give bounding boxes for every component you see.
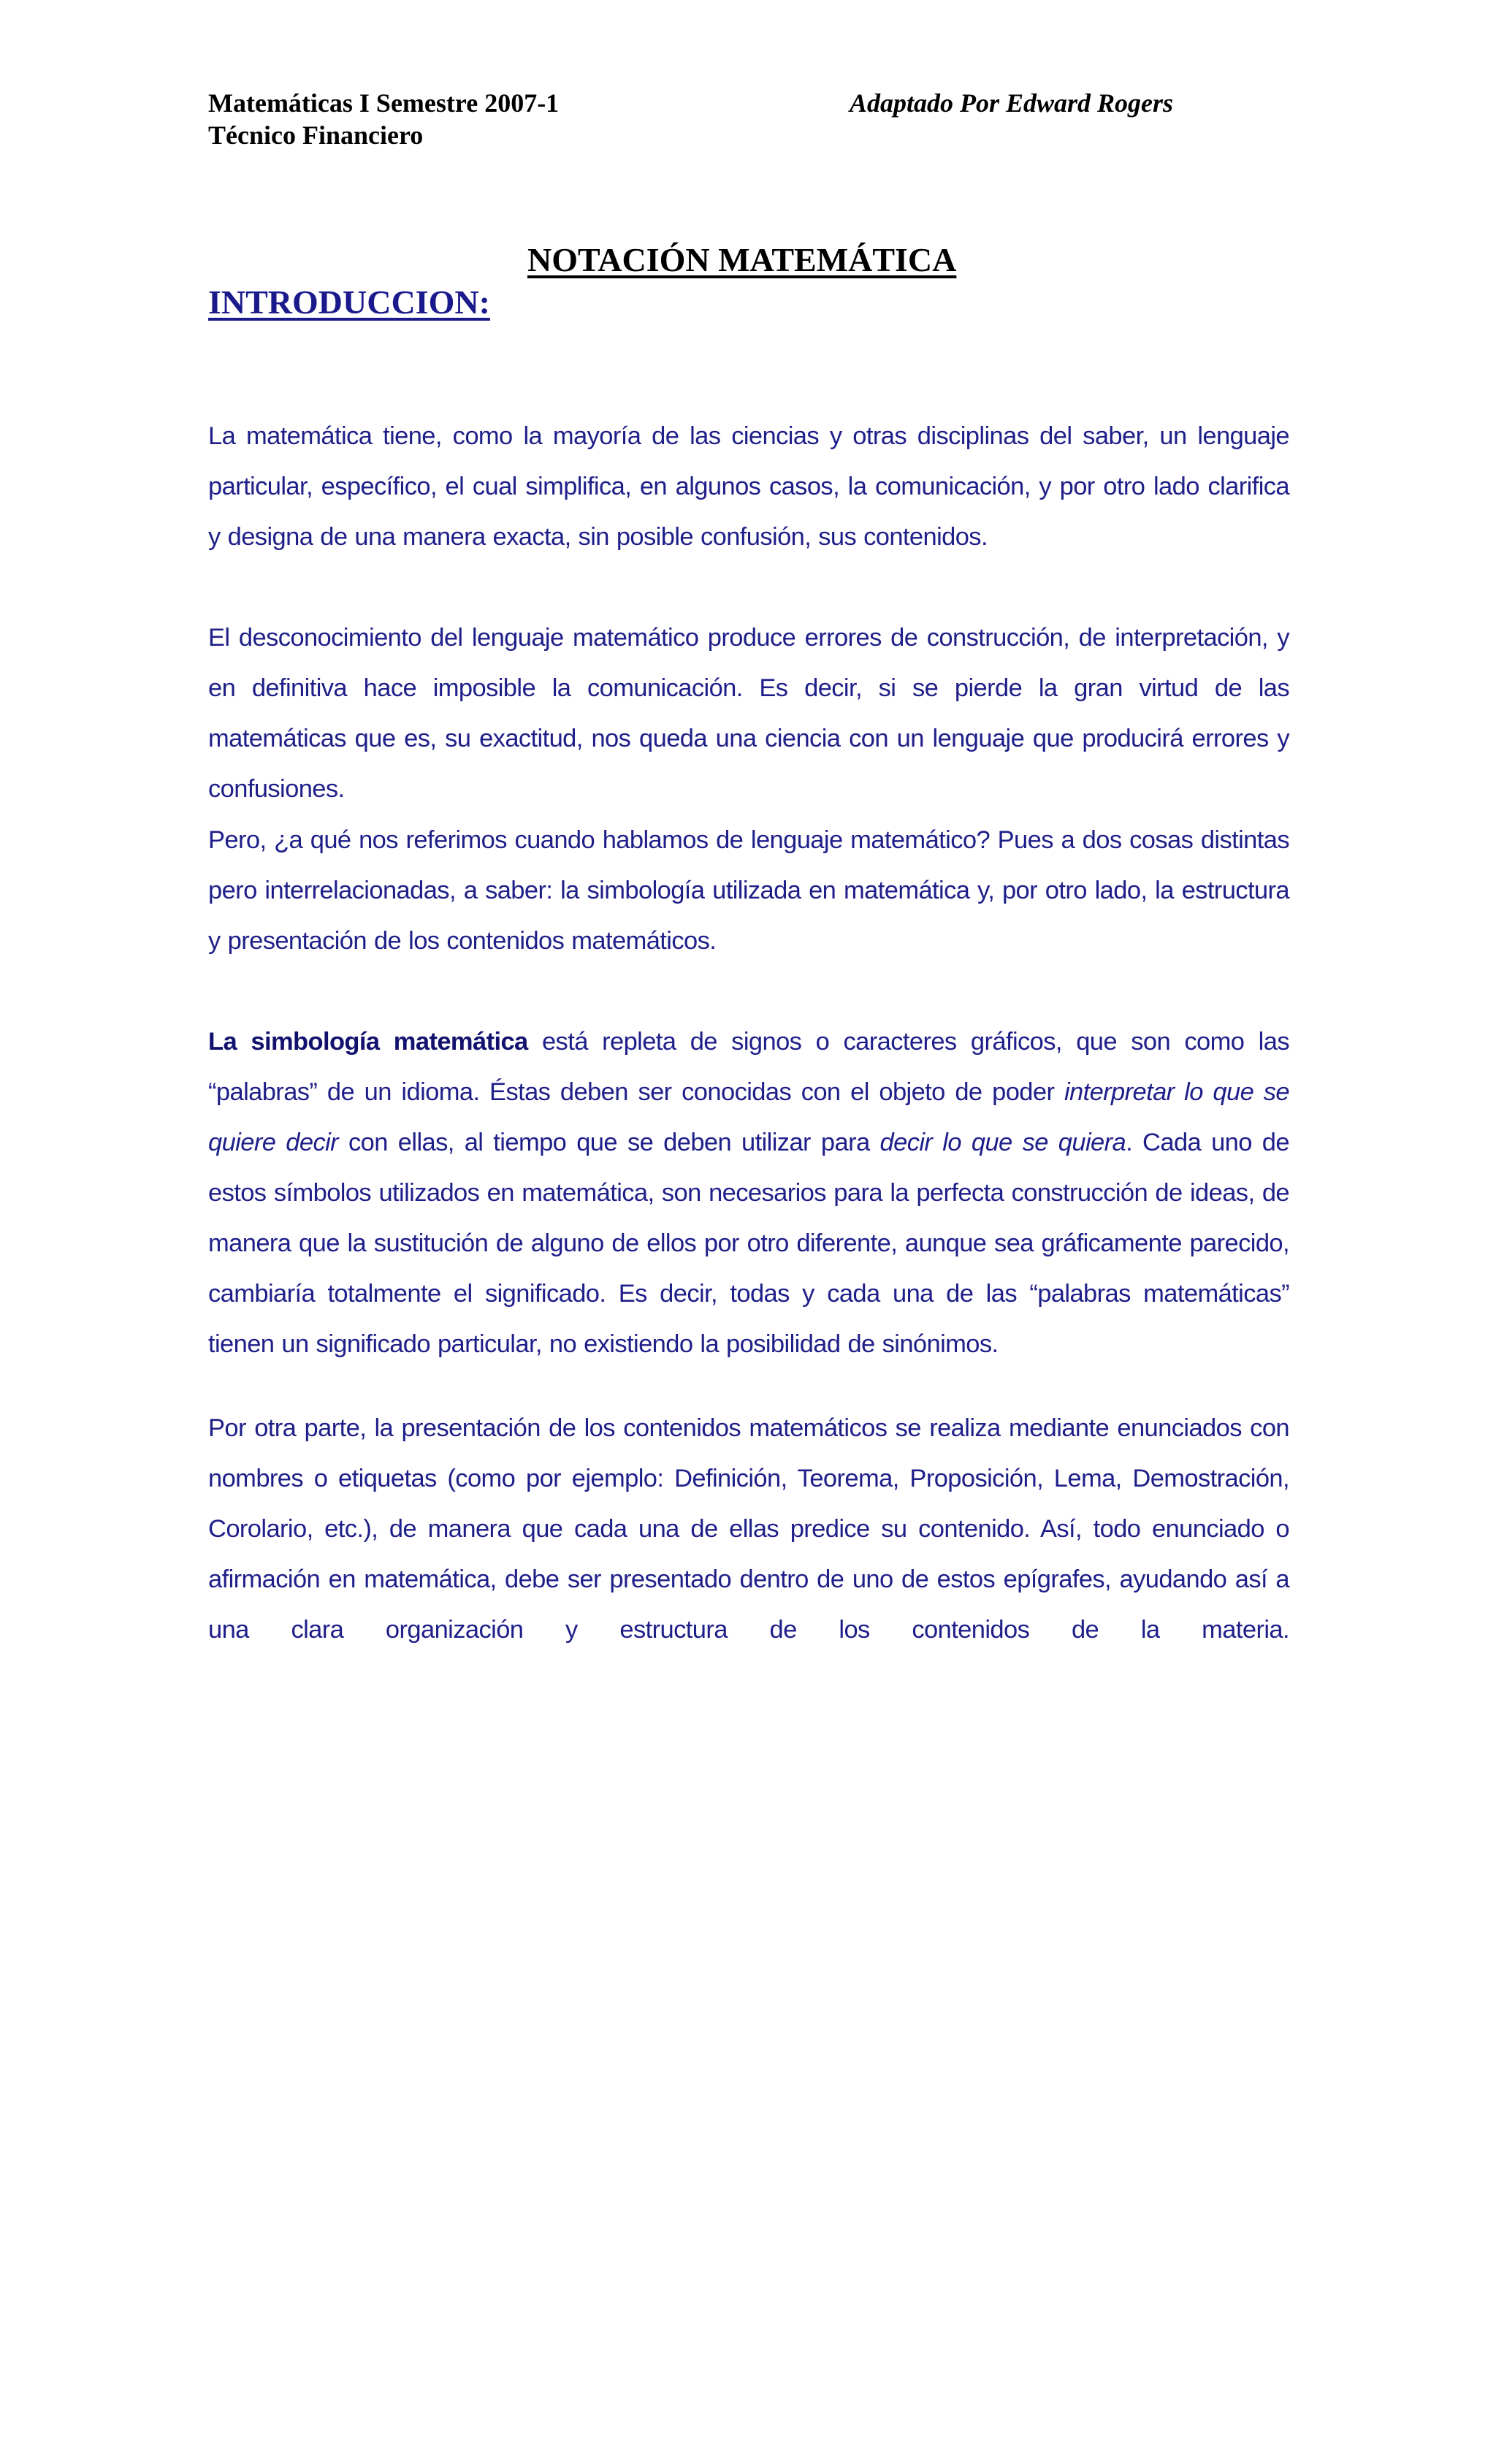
paragraph-5: Por otra parte, la presentación de los contenidos matemáticos se realiza mediante enunciados con nombres o etiquetas (como por ejemplo: Definición, Teorema, Proposición, Lema, Demostración, Corolario, etc.), de manera que cada una de ellas predice su contenido. Así, todo enunciado o afirmación en matemática, debe ser presentado dentro de uno de estos epígrafes, ayudando así a una clara organización y estructura de los contenidos de la materia.: [208, 1414, 1289, 1644]
paragraph-2: El desconocimiento del lenguaje matemático produce errores de construcción, de interpretación, y en definitiva hace imposible la comunicación. Es decir, si se pierde la gran virtud de las matemáticas que es, su exactitud, nos queda una ciencia con un lenguaje que producirá errores y confusiones.: [208, 623, 1289, 803]
header-program: Técnico Financiero: [208, 121, 424, 150]
italic-phrase-2: decir lo que se quiera: [879, 1128, 1126, 1156]
paragraph-1: La matemática tiene, como la mayoría de las ciencias y otras disciplinas del saber, un lenguaje particular, específico, el cual simplifica, en algunos casos, la comunicación, y por otro lado clarifica y designa de una manera exacta, sin posible confusión, sus contenidos.: [208, 422, 1289, 551]
header-course: Matemáticas I Semestre 2007-1: [208, 88, 560, 118]
paragraph-4: [208, 1017, 1289, 1370]
paragraph-3: Pero, ¿a qué nos referimos cuando hablamos de lenguaje matemático? Pues a dos cosas distintas pero interrelacionadas, a saber: la simbología utilizada en matemática y, por otro lado, la estructura y presentación de los contenidos matemáticos.: [208, 825, 1289, 955]
document-title: NOTACIÓN MATEMÁTICA: [527, 241, 957, 278]
paragraph-4-text-3: . Cada uno de estos símbolos utilizados en matemática, son necesarios para la perfecta construcción de ideas, de manera que la sustitución de alguno de ellos por otro diferente, aunque sea gráficamente parecido, cambiaría totalmente el significado. Es decir, todas y cada una de las “palabras matemáticas” tienen un significado particular, no existiendo la posibilidad de sinónimos.: [208, 1128, 1289, 1358]
header-author: Adaptado Por Edward Rogers: [850, 88, 1174, 118]
italic-phrase-1: interpretar lo que se quiere decir: [208, 1077, 1289, 1156]
bold-term: La simbología matemática: [208, 1027, 528, 1056]
section-heading: INTRODUCCION:: [208, 283, 490, 321]
paragraph-4-text-1: está repleta de signos o caracteres gráficos, que son como las “palabras” de un idioma. Éstas deben ser conocidas con el objeto de poder: [208, 1027, 1289, 1106]
paragraph-4-text-2: con ellas, al tiempo que se deben utilizar para: [338, 1128, 880, 1156]
